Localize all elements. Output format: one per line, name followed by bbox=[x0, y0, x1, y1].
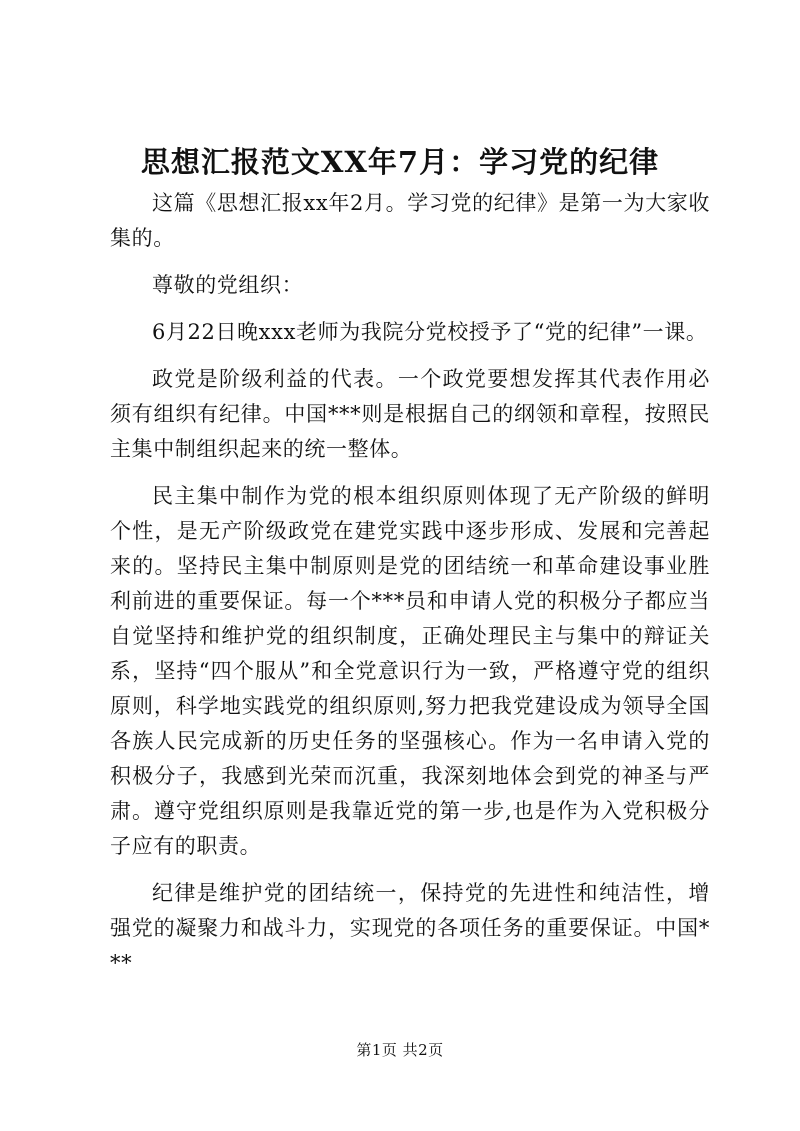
paragraph-intro: 这篇《思想汇报xx年2月。学习党的纪律》是第一为大家收集的。 bbox=[110, 191, 710, 250]
document-body bbox=[110, 186, 710, 993]
page-number-footer: 第1页 共2页 bbox=[356, 1041, 444, 1059]
paragraph-lecture: 6月22日晚xxx老师为我院分党校授予了“党的纪律”一课。 bbox=[152, 320, 708, 344]
paragraph-salutation: 尊敬的党组织： bbox=[152, 273, 304, 297]
document-title: 思想汇报范文XX年7月：学习党的纪律 bbox=[140, 145, 660, 179]
paragraph-discipline-guarantee: 纪律是维护党的团结统一，保持党的先进性和纯洁性，增强党的凝聚力和战斗力，实现党的各项任务的重要保证。中国*** bbox=[110, 881, 710, 975]
paragraph-democratic-centralism: 民主集中制作为党的根本组织原则体现了无产阶级的鲜明个性，是无产阶级政党在建党实践中逐步形成、发展和完善起来的。坚持民主集中制原则是党的团结统一和革命建设事业胜利前进的重要保证。每一个***员和申请人党的积极分子都应当自觉坚持和维护党的组织制度，正确处理民主与集中的辩证关系，坚持“四个服从”和全党意识行为一致，严格遵守党的组织原则，科学地实践党的组织原则,努力把我党建设成为领导全国各族人民完成新的历史任务的坚强核心。作为一名申请入党的积极分子，我感到光荣而沉重，我深刻地体会到党的神圣与严肃。遵守党组织原则是我靠近党的第一步,也是作为入党积极分子应有的职责。 bbox=[110, 484, 710, 858]
paragraph-party-discipline: 政党是阶级利益的代表。一个政党要想发挥其代表作用必须有组织有纪律。中国***则是根据自己的纲领和章程，按照民主集中制组织起来的统一整体。 bbox=[110, 367, 710, 461]
